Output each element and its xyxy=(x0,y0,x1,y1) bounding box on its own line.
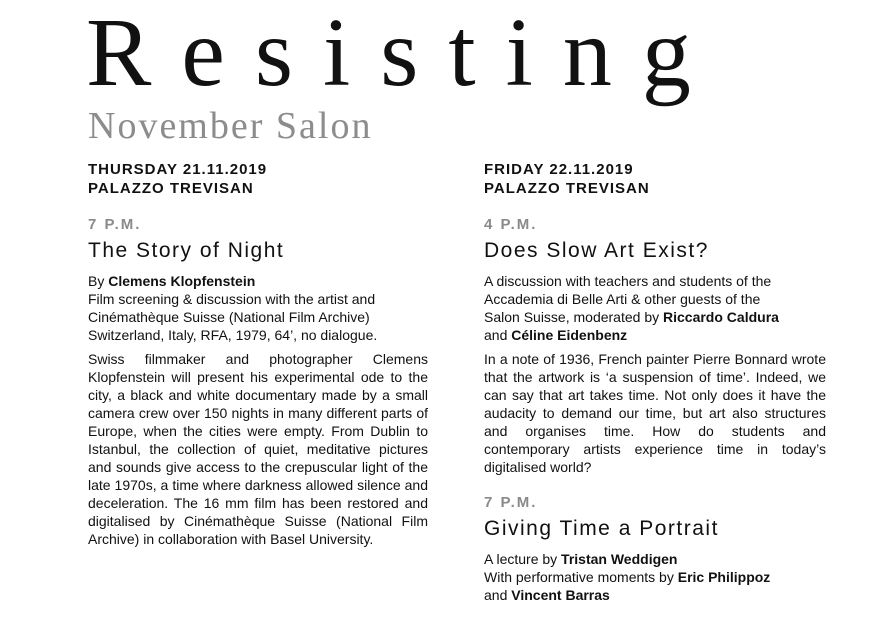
event-credits xyxy=(88,272,428,344)
event-title: Does Slow Art Exist? xyxy=(484,239,709,262)
event-time: 7 P.M. xyxy=(484,494,538,511)
credit-line xyxy=(484,308,826,326)
venue: PALAZZO TREVISAN xyxy=(484,180,650,197)
credit-line: Accademia di Belle Arti & other guests of the xyxy=(484,291,761,307)
credit-line: Cinémathèque Suisse (National Film Archive) xyxy=(88,309,370,325)
credit-line: Film screening & discussion with the artist and xyxy=(88,291,376,307)
day-heading xyxy=(484,160,826,198)
credit-prefix: and xyxy=(484,587,512,603)
page-title: Resisting xyxy=(86,0,721,107)
credit-prefix: A lecture by xyxy=(484,551,562,567)
day-date: FRIDAY 22.11.2019 xyxy=(484,161,634,178)
thursday-column xyxy=(88,160,428,548)
credit-line xyxy=(484,326,826,344)
friday-column xyxy=(484,160,826,604)
page-subtitle: November Salon xyxy=(88,105,373,147)
event-credits xyxy=(484,272,826,344)
credit-prefix: Salon Suisse, moderated by xyxy=(484,309,663,325)
credit-name: Eric Philippoz xyxy=(677,569,771,585)
event-credits xyxy=(484,550,826,604)
event-description: Swiss filmmaker and photographer Clemens Klopfenstein will present his experimental ode to the city, a black and white documentary made by a small camera crew over 150 nights in many different parts of Europe, when the cities were empty. From Dublin to Istanbul, the collection of quiet, meditative pictures and sounds give access to the crepuscular light of the late 1970s, a time where darkness allowed silence and deceleration. The 16 mm film has been restored and digitalised by Cinémathèque Suisse (National Film Archive) in collaboration with Basel University. xyxy=(88,351,428,547)
credit-line xyxy=(484,550,826,568)
credit-name: Tristan Weddigen xyxy=(561,551,678,567)
credit-name: Clemens Klopfenstein xyxy=(108,273,256,289)
venue: PALAZZO TREVISAN xyxy=(88,180,254,197)
credit-prefix: and xyxy=(484,327,512,343)
event-time: 4 P.M. xyxy=(484,216,538,233)
day-heading xyxy=(88,160,428,198)
credit-line xyxy=(484,568,826,586)
credit-prefix: With performative moments by xyxy=(484,569,678,585)
credit-line xyxy=(88,272,428,290)
credit-name: Riccardo Caldura xyxy=(663,309,779,325)
credit-prefix: By xyxy=(88,273,109,289)
credit-line: Switzerland, Italy, RFA, 1979, 64’, no dialogue. xyxy=(88,327,378,343)
credit-name: Vincent Barras xyxy=(511,587,610,603)
event-description: In a note of 1936, French painter Pierre Bonnard wrote that the artwork is ‘a suspension of time’. Indeed, we can say that art takes time. Not only does it have the audacity to demand our time, but art also structures and organises time. How do students and contemporary artists experience time in today’s digitalised world? xyxy=(484,351,826,475)
credit-line xyxy=(484,586,826,604)
event-time: 7 P.M. xyxy=(88,216,142,233)
credit-name: Céline Eidenbenz xyxy=(511,327,628,343)
event-title: The Story of Night xyxy=(88,239,285,262)
day-date: THURSDAY 21.11.2019 xyxy=(88,161,268,178)
credit-line: A discussion with teachers and students of the xyxy=(484,273,772,289)
event-title: Giving Time a Portrait xyxy=(484,517,719,540)
